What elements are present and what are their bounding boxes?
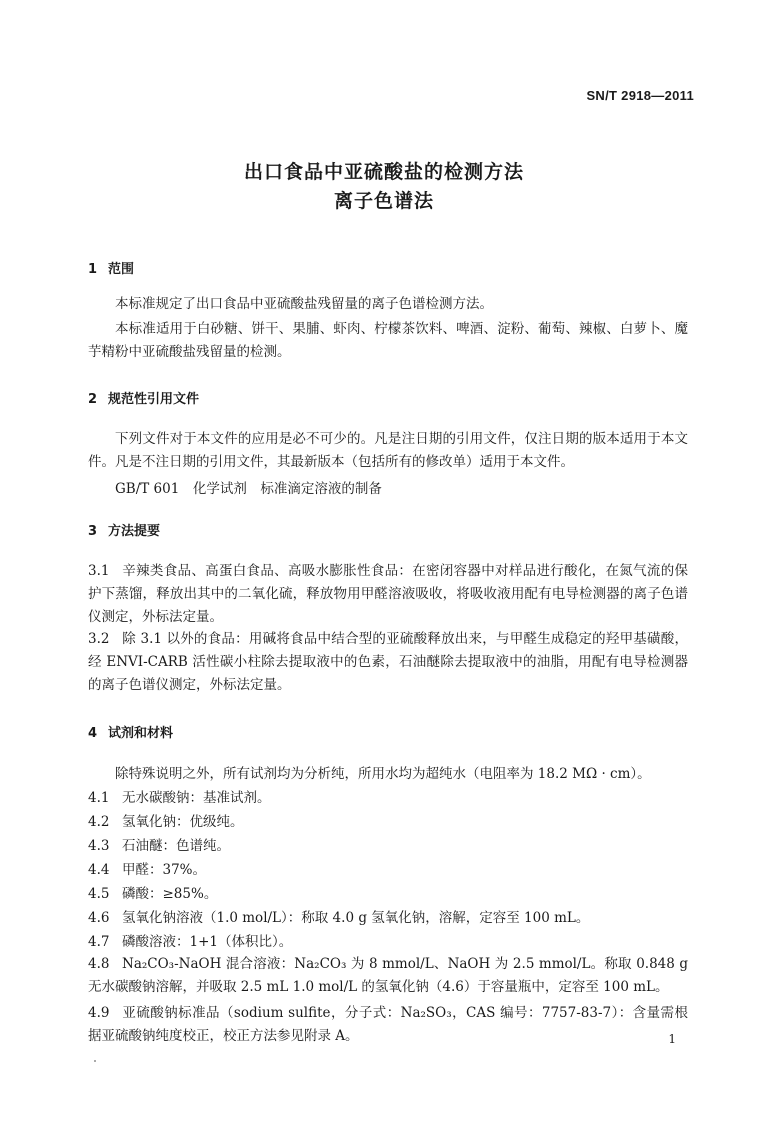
clause-number: 4.3 — [88, 838, 110, 854]
clause-number: 4.2 — [88, 814, 110, 830]
clause-4-4 — [88, 858, 688, 878]
clause-text: 氢氧化钠溶液（1.0 mol/L）：称取 4.0 g 氢氧化钠，溶解，定容至 100 mL。 — [122, 910, 590, 926]
paragraph: 本标准规定了出口食品中亚硫酸盐残留量的离子色谱检测方法。 — [115, 296, 493, 312]
clause-number: 4.8 — [88, 956, 110, 972]
section-4-heading — [88, 722, 173, 741]
clause-4-5 — [88, 882, 688, 902]
section-3-heading — [88, 520, 160, 539]
section-number: 4 — [88, 726, 98, 741]
page-number: 1 — [668, 1032, 676, 1046]
clause-text: 亚硫酸钠标准品（sodium sulfite，分子式：Na₂SO₃，CAS 编号：7757-83-7）：含量需根据亚硫酸钠纯度校正，校正方法参见附录 A。 — [88, 1005, 688, 1044]
clause-3-1 — [88, 560, 688, 629]
clause-text: 甲醛：37%。 — [122, 862, 207, 878]
clause-number: 4.1 — [88, 790, 110, 806]
clause-text: 磷酸：≥85%。 — [122, 886, 218, 902]
clause-number: 4.7 — [88, 934, 110, 950]
clause-3-2 — [88, 628, 688, 697]
clause-text: 辛辣类食品、高蛋白食品、高吸水膨胀性食品：在密闭容器中对样品进行酸化，在氮气流的保护下蒸馏，释放出其中的二氧化硫，释放物用甲醛溶液吸收，将吸收液用配有电导检测器的离子色谱仪测定，外标法定量。 — [88, 563, 688, 625]
section-title: 方法提要 — [108, 524, 161, 539]
clause-number: 4.5 — [88, 886, 110, 902]
clause-4-1 — [88, 786, 688, 806]
section-title: 规范性引用文件 — [108, 392, 200, 407]
clause-text: 磷酸溶液：1+1（体积比）。 — [122, 934, 293, 950]
clause-4-8 — [88, 953, 688, 999]
section-1-heading — [88, 258, 134, 277]
clause-4-6 — [88, 906, 688, 926]
section-number: 1 — [88, 262, 98, 277]
clause-number: 3.2 — [88, 631, 110, 647]
standard-code: SN/T 2918—2011 — [586, 88, 694, 103]
normative-reference: GB/T 601 化学试剂 标准滴定溶液的制备 — [115, 481, 382, 497]
clause-text: 石油醚：色谱纯。 — [122, 838, 230, 854]
clause-text: 除 3.1 以外的食品：用碱将食品中结合型的亚硫酸释放出来，与甲醛生成稳定的羟甲基磺酸，经 ENVI-CARB 活性碳小柱除去提取液中的色素，石油醚除去提取液中的油脂，用配有电导检测器的离子色谱仪测定，外标法定量。 — [88, 631, 688, 693]
clause-text: 无水碳酸钠：基准试剂。 — [122, 790, 271, 806]
paragraph: 本标准适用于白砂糖、饼干、果脯、虾肉、柠檬茶饮料、啤酒、淀粉、葡萄、辣椒、白萝卜、魔芋精粉中亚硫酸盐残留量的检测。 — [88, 321, 688, 360]
clause-4-2 — [88, 810, 688, 830]
section-number: 2 — [88, 392, 98, 407]
paragraph: 下列文件对于本文件的应用是必不可少的。凡是注日期的引用文件，仅注日期的版本适用于本文件。凡是不注日期的引用文件，其最新版本（包括所有的修改单）适用于本文件。 — [88, 431, 688, 470]
paragraph: 除特殊说明之外，所有试剂均为分析纯，所用水均为超纯水（电阻率为 18.2 MΩ · cm）。 — [115, 766, 651, 782]
clause-4-9 — [88, 1002, 688, 1048]
clause-number: 4.6 — [88, 910, 110, 926]
clause-text: Na₂CO₃-NaOH 混合溶液：Na₂CO₃ 为 8 mmol/L、NaOH 为 2.5 mmol/L。称取 0.848 g 无水碳酸钠溶解，并吸取 2.5 mL 1.0 mol/L 的氢氧化钠（4.6）于容量瓶中，定容至 100 mL。 — [88, 956, 688, 995]
clause-number: 4.4 — [88, 862, 110, 878]
document-title: 出口食品中亚硫酸盐的检测方法 — [243, 161, 524, 183]
section-2-heading — [88, 388, 199, 407]
clause-number: 4.9 — [88, 1005, 110, 1021]
clause-4-7 — [88, 930, 688, 950]
scan-artifact-dot — [94, 1060, 96, 1062]
section-title: 范围 — [108, 262, 135, 277]
clause-text: 氢氧化钠：优级纯。 — [122, 814, 244, 830]
section-number: 3 — [88, 524, 98, 539]
clause-number: 3.1 — [88, 563, 110, 579]
clause-4-3 — [88, 834, 688, 854]
section-title: 试剂和材料 — [108, 726, 174, 741]
document-subtitle: 离子色谱法 — [333, 190, 434, 212]
